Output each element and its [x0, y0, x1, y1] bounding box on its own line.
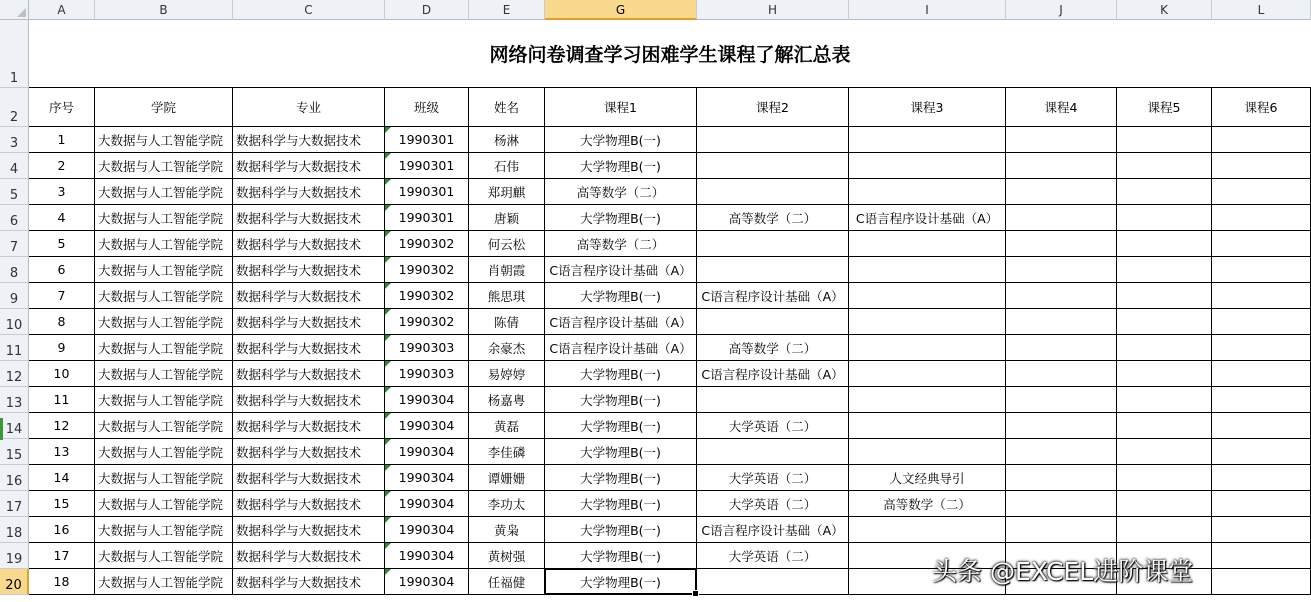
header-cell[interactable]: 课程5 — [1117, 88, 1212, 127]
table-cell[interactable]: 1990302 — [385, 231, 469, 257]
table-cell[interactable]: 16 — [29, 517, 95, 543]
table-cell[interactable]: 大学物理B(一) — [545, 205, 697, 231]
table-cell[interactable]: 石伟 — [469, 153, 545, 179]
table-cell[interactable] — [1117, 465, 1212, 491]
table-cell[interactable]: 大学英语（二） — [697, 543, 849, 569]
table-cell[interactable] — [1117, 231, 1212, 257]
table-cell[interactable]: 数据科学与大数据技术 — [233, 309, 385, 335]
row-header-18[interactable]: 18 — [0, 517, 29, 543]
table-cell[interactable] — [697, 231, 849, 257]
table-cell[interactable]: 1990302 — [385, 283, 469, 309]
row-header-6[interactable]: 6 — [0, 205, 29, 231]
table-cell[interactable] — [1006, 361, 1117, 387]
table-cell[interactable]: C语言程序设计基础（A） — [545, 309, 697, 335]
table-cell[interactable] — [849, 179, 1006, 205]
table-cell[interactable]: 1990301 — [385, 153, 469, 179]
table-cell[interactable]: 大数据与人工智能学院 — [95, 387, 233, 413]
table-cell[interactable] — [849, 127, 1006, 153]
table-cell[interactable] — [1117, 205, 1212, 231]
table-cell[interactable] — [1212, 283, 1311, 309]
table-cell[interactable]: 大学物理B(一) — [545, 465, 697, 491]
table-cell[interactable] — [1212, 569, 1311, 595]
table-cell[interactable]: 4 — [29, 205, 95, 231]
table-cell[interactable]: 1990302 — [385, 309, 469, 335]
table-cell[interactable] — [1212, 205, 1311, 231]
table-cell[interactable]: 14 — [29, 465, 95, 491]
table-cell[interactable]: 大学英语（二） — [697, 465, 849, 491]
table-cell[interactable] — [849, 335, 1006, 361]
table-cell[interactable] — [1006, 127, 1117, 153]
table-cell[interactable]: 1990301 — [385, 205, 469, 231]
table-cell[interactable]: 大数据与人工智能学院 — [95, 413, 233, 439]
table-cell[interactable]: 易婷婷 — [469, 361, 545, 387]
table-cell[interactable]: 1990304 — [385, 439, 469, 465]
table-cell[interactable] — [1006, 309, 1117, 335]
table-cell[interactable]: 18 — [29, 569, 95, 595]
table-cell[interactable]: C语言程序设计基础（A） — [697, 361, 849, 387]
table-cell[interactable]: 大学物理B(一) — [545, 517, 697, 543]
table-cell[interactable] — [1212, 335, 1311, 361]
table-cell[interactable]: 大学英语（二） — [697, 413, 849, 439]
table-cell[interactable] — [1006, 465, 1117, 491]
table-cell[interactable] — [697, 179, 849, 205]
table-cell[interactable]: 1990301 — [385, 179, 469, 205]
table-cell[interactable]: 17 — [29, 543, 95, 569]
table-cell[interactable]: 大学物理B(一) — [545, 283, 697, 309]
table-cell[interactable]: 大数据与人工智能学院 — [95, 569, 233, 595]
table-cell[interactable] — [1006, 179, 1117, 205]
table-cell[interactable] — [1117, 309, 1212, 335]
header-cell[interactable]: 专业 — [233, 88, 385, 127]
table-cell[interactable]: 1 — [29, 127, 95, 153]
table-cell[interactable]: 郑玥麒 — [469, 179, 545, 205]
table-cell[interactable] — [1212, 517, 1311, 543]
table-cell[interactable]: 1990304 — [385, 543, 469, 569]
table-cell[interactable]: 大学物理B(一) — [545, 569, 697, 595]
table-cell[interactable]: 1990303 — [385, 335, 469, 361]
table-cell[interactable]: 数据科学与大数据技术 — [233, 413, 385, 439]
column-header-i[interactable]: I — [849, 0, 1006, 20]
table-cell[interactable]: 余豪杰 — [469, 335, 545, 361]
table-cell[interactable]: 数据科学与大数据技术 — [233, 491, 385, 517]
table-cell[interactable] — [849, 309, 1006, 335]
table-cell[interactable]: 1990303 — [385, 361, 469, 387]
table-cell[interactable] — [1117, 439, 1212, 465]
table-cell[interactable] — [697, 387, 849, 413]
table-cell[interactable]: 大学物理B(一) — [545, 361, 697, 387]
header-cell[interactable]: 课程6 — [1212, 88, 1311, 127]
table-cell[interactable]: C语言程序设计基础（A） — [697, 283, 849, 309]
table-cell[interactable]: 大学物理B(一) — [545, 127, 697, 153]
table-cell[interactable] — [1212, 127, 1311, 153]
table-cell[interactable]: 2 — [29, 153, 95, 179]
table-cell[interactable]: 杨淋 — [469, 127, 545, 153]
header-cell[interactable]: 课程1 — [545, 88, 697, 127]
column-header-k[interactable]: K — [1117, 0, 1212, 20]
table-cell[interactable]: 大数据与人工智能学院 — [95, 465, 233, 491]
table-cell[interactable] — [849, 283, 1006, 309]
header-cell[interactable]: 课程2 — [697, 88, 849, 127]
table-cell[interactable] — [697, 309, 849, 335]
table-cell[interactable]: 大数据与人工智能学院 — [95, 491, 233, 517]
table-cell[interactable] — [697, 153, 849, 179]
table-cell[interactable]: 数据科学与大数据技术 — [233, 179, 385, 205]
table-cell[interactable]: 1990302 — [385, 257, 469, 283]
table-cell[interactable]: 大数据与人工智能学院 — [95, 205, 233, 231]
column-header-g[interactable]: G — [545, 0, 697, 20]
table-cell[interactable] — [1006, 439, 1117, 465]
row-header-20[interactable]: 20 — [0, 569, 29, 595]
table-cell[interactable]: 大数据与人工智能学院 — [95, 153, 233, 179]
table-cell[interactable] — [1212, 387, 1311, 413]
table-cell[interactable]: 8 — [29, 309, 95, 335]
row-header-9[interactable]: 9 — [0, 283, 29, 309]
table-cell[interactable]: 数据科学与大数据技术 — [233, 205, 385, 231]
table-cell[interactable] — [697, 439, 849, 465]
table-cell[interactable] — [849, 413, 1006, 439]
table-cell[interactable]: 任福健 — [469, 569, 545, 595]
table-cell[interactable] — [1212, 465, 1311, 491]
table-cell[interactable]: 1990304 — [385, 491, 469, 517]
table-cell[interactable]: 大学物理B(一) — [545, 543, 697, 569]
table-cell[interactable]: 1990301 — [385, 127, 469, 153]
table-cell[interactable] — [849, 361, 1006, 387]
row-header-15[interactable]: 15 — [0, 439, 29, 465]
table-cell[interactable]: 高等数学（二） — [697, 205, 849, 231]
column-header-j[interactable]: J — [1006, 0, 1117, 20]
table-cell[interactable]: 大学物理B(一) — [545, 413, 697, 439]
row-header-19[interactable]: 19 — [0, 543, 29, 569]
table-cell[interactable]: 大数据与人工智能学院 — [95, 439, 233, 465]
table-cell[interactable] — [1117, 127, 1212, 153]
row-header-11[interactable]: 11 — [0, 335, 29, 361]
table-cell[interactable]: 数据科学与大数据技术 — [233, 387, 385, 413]
table-cell[interactable] — [697, 127, 849, 153]
table-cell[interactable]: 高等数学（二） — [545, 179, 697, 205]
row-header-3[interactable]: 3 — [0, 127, 29, 153]
table-cell[interactable]: 谭姗姗 — [469, 465, 545, 491]
table-cell[interactable]: 黄枭 — [469, 517, 545, 543]
table-cell[interactable]: 唐颖 — [469, 205, 545, 231]
table-cell[interactable]: 数据科学与大数据技术 — [233, 127, 385, 153]
table-cell[interactable] — [1117, 153, 1212, 179]
table-cell[interactable] — [849, 517, 1006, 543]
table-cell[interactable]: 李功太 — [469, 491, 545, 517]
table-cell[interactable]: 6 — [29, 257, 95, 283]
table-cell[interactable]: 11 — [29, 387, 95, 413]
column-header-l[interactable]: L — [1212, 0, 1311, 20]
row-header-17[interactable]: 17 — [0, 491, 29, 517]
table-cell[interactable]: 13 — [29, 439, 95, 465]
row-header-14[interactable]: 14 — [0, 413, 29, 439]
table-cell[interactable]: 高等数学（二） — [697, 335, 849, 361]
row-header-13[interactable]: 13 — [0, 387, 29, 413]
table-cell[interactable]: 数据科学与大数据技术 — [233, 257, 385, 283]
header-cell[interactable]: 班级 — [385, 88, 469, 127]
table-cell[interactable] — [1212, 257, 1311, 283]
table-cell[interactable]: 熊思琪 — [469, 283, 545, 309]
table-cell[interactable]: 数据科学与大数据技术 — [233, 283, 385, 309]
table-cell[interactable]: 数据科学与大数据技术 — [233, 335, 385, 361]
table-cell[interactable]: 黄磊 — [469, 413, 545, 439]
row-header-5[interactable]: 5 — [0, 179, 29, 205]
table-cell[interactable]: 大学英语（二） — [697, 491, 849, 517]
table-cell[interactable]: 1990304 — [385, 465, 469, 491]
table-cell[interactable] — [1117, 517, 1212, 543]
table-cell[interactable]: 大数据与人工智能学院 — [95, 283, 233, 309]
table-cell[interactable]: 大学物理B(一) — [545, 153, 697, 179]
table-cell[interactable]: 1990304 — [385, 517, 469, 543]
row-group-marker — [0, 418, 3, 440]
table-cell[interactable]: 数据科学与大数据技术 — [233, 465, 385, 491]
table-cell[interactable] — [1212, 543, 1311, 569]
table-cell[interactable]: 数据科学与大数据技术 — [233, 517, 385, 543]
table-cell[interactable]: C语言程序设计基础（A） — [545, 257, 697, 283]
table-cell[interactable]: 大数据与人工智能学院 — [95, 517, 233, 543]
table-cell[interactable] — [849, 231, 1006, 257]
header-cell[interactable]: 课程4 — [1006, 88, 1117, 127]
table-cell[interactable]: 大数据与人工智能学院 — [95, 543, 233, 569]
table-cell[interactable]: 10 — [29, 361, 95, 387]
table-cell[interactable]: 9 — [29, 335, 95, 361]
table-cell[interactable] — [1117, 257, 1212, 283]
table-cell[interactable]: C语言程序设计基础（A） — [697, 517, 849, 543]
table-cell[interactable] — [1117, 361, 1212, 387]
column-header-b[interactable]: B — [95, 0, 233, 20]
table-cell[interactable] — [1006, 413, 1117, 439]
column-header-c[interactable]: C — [233, 0, 385, 20]
header-cell[interactable]: 学院 — [95, 88, 233, 127]
table-cell[interactable] — [849, 439, 1006, 465]
table-cell[interactable]: 肖朝霞 — [469, 257, 545, 283]
table-cell[interactable] — [1006, 335, 1117, 361]
table-cell[interactable] — [1006, 231, 1117, 257]
table-cell[interactable] — [1117, 387, 1212, 413]
row-header-2[interactable]: 2 — [0, 88, 29, 127]
column-header-h[interactable]: H — [697, 0, 849, 20]
watermark: 头条 @EXCEL进阶课堂 — [932, 557, 1194, 586]
table-cell[interactable]: 大数据与人工智能学院 — [95, 179, 233, 205]
table-cell[interactable] — [1212, 153, 1311, 179]
table-cell[interactable]: 大数据与人工智能学院 — [95, 127, 233, 153]
table-cell[interactable]: 大数据与人工智能学院 — [95, 309, 233, 335]
table-cell[interactable] — [1117, 413, 1212, 439]
table-cell[interactable] — [1117, 179, 1212, 205]
table-cell[interactable]: 人文经典导引 — [849, 465, 1006, 491]
table-cell[interactable]: 数据科学与大数据技术 — [233, 361, 385, 387]
header-cell[interactable]: 课程3 — [849, 88, 1006, 127]
table-cell[interactable] — [1212, 179, 1311, 205]
column-header-e[interactable]: E — [469, 0, 545, 20]
table-cell[interactable]: 7 — [29, 283, 95, 309]
table-cell[interactable]: 何云松 — [469, 231, 545, 257]
row-header-10[interactable]: 10 — [0, 309, 29, 335]
table-cell[interactable] — [1117, 335, 1212, 361]
table-cell[interactable]: 大学物理B(一) — [545, 387, 697, 413]
table-cell[interactable] — [697, 569, 849, 595]
table-cell[interactable]: C语言程序设计基础（A） — [545, 335, 697, 361]
table-cell[interactable] — [1117, 283, 1212, 309]
table-cell[interactable]: 5 — [29, 231, 95, 257]
table-cell[interactable]: C语言程序设计基础（A） — [849, 205, 1006, 231]
table-cell[interactable]: 杨嘉粤 — [469, 387, 545, 413]
table-cell[interactable]: 黄树强 — [469, 543, 545, 569]
table-cell[interactable]: 大数据与人工智能学院 — [95, 335, 233, 361]
select-all-corner[interactable] — [0, 0, 29, 20]
table-cell[interactable]: 12 — [29, 413, 95, 439]
table-cell[interactable]: 数据科学与大数据技术 — [233, 231, 385, 257]
table-cell[interactable]: 大数据与人工智能学院 — [95, 361, 233, 387]
table-cell[interactable]: 数据科学与大数据技术 — [233, 439, 385, 465]
table-cell[interactable]: 数据科学与大数据技术 — [233, 543, 385, 569]
row-header-16[interactable]: 16 — [0, 465, 29, 491]
table-cell[interactable] — [1006, 153, 1117, 179]
table-cell[interactable] — [1212, 361, 1311, 387]
table-cell[interactable] — [1117, 491, 1212, 517]
table-cell[interactable]: 大学物理B(一) — [545, 491, 697, 517]
table-cell[interactable]: 3 — [29, 179, 95, 205]
table-cell[interactable]: 大数据与人工智能学院 — [95, 257, 233, 283]
table-cell[interactable] — [849, 387, 1006, 413]
table-cell[interactable] — [1212, 491, 1311, 517]
table-cell[interactable] — [1006, 491, 1117, 517]
header-cell[interactable]: 姓名 — [469, 88, 545, 127]
row-header-12[interactable]: 12 — [0, 361, 29, 387]
column-header-d[interactable]: D — [385, 0, 469, 20]
row-header-1[interactable]: 1 — [0, 20, 29, 88]
table-cell[interactable]: 数据科学与大数据技术 — [233, 153, 385, 179]
table-cell[interactable] — [1212, 439, 1311, 465]
table-cell[interactable]: 15 — [29, 491, 95, 517]
table-cell[interactable] — [1212, 413, 1311, 439]
row-header-4[interactable]: 4 — [0, 153, 29, 179]
table-cell[interactable]: 高等数学（二） — [849, 491, 1006, 517]
table-cell[interactable] — [1006, 387, 1117, 413]
header-cell[interactable]: 序号 — [29, 88, 95, 127]
table-cell[interactable] — [1006, 517, 1117, 543]
table-cell[interactable] — [849, 257, 1006, 283]
row-header-7[interactable]: 7 — [0, 231, 29, 257]
table-cell[interactable]: 李佳磷 — [469, 439, 545, 465]
table-cell[interactable] — [1006, 257, 1117, 283]
table-cell[interactable]: 1990304 — [385, 413, 469, 439]
sheet-title: 网络问卷调查学习困难学生课程了解汇总表 — [29, 20, 1311, 88]
table-cell[interactable] — [697, 257, 849, 283]
table-cell[interactable]: 数据科学与大数据技术 — [233, 569, 385, 595]
table-cell[interactable]: 大学物理B(一) — [545, 439, 697, 465]
table-cell[interactable]: 1990304 — [385, 569, 469, 595]
table-cell[interactable]: 1990304 — [385, 387, 469, 413]
table-cell[interactable] — [849, 153, 1006, 179]
column-header-a[interactable]: A — [29, 0, 95, 20]
table-cell[interactable] — [1212, 309, 1311, 335]
row-header-8[interactable]: 8 — [0, 257, 29, 283]
table-cell[interactable] — [1006, 283, 1117, 309]
table-cell[interactable]: 陈倩 — [469, 309, 545, 335]
table-cell[interactable] — [1212, 231, 1311, 257]
table-cell[interactable]: 高等数学（二） — [545, 231, 697, 257]
table-cell[interactable]: 大数据与人工智能学院 — [95, 231, 233, 257]
table-cell[interactable] — [1006, 205, 1117, 231]
